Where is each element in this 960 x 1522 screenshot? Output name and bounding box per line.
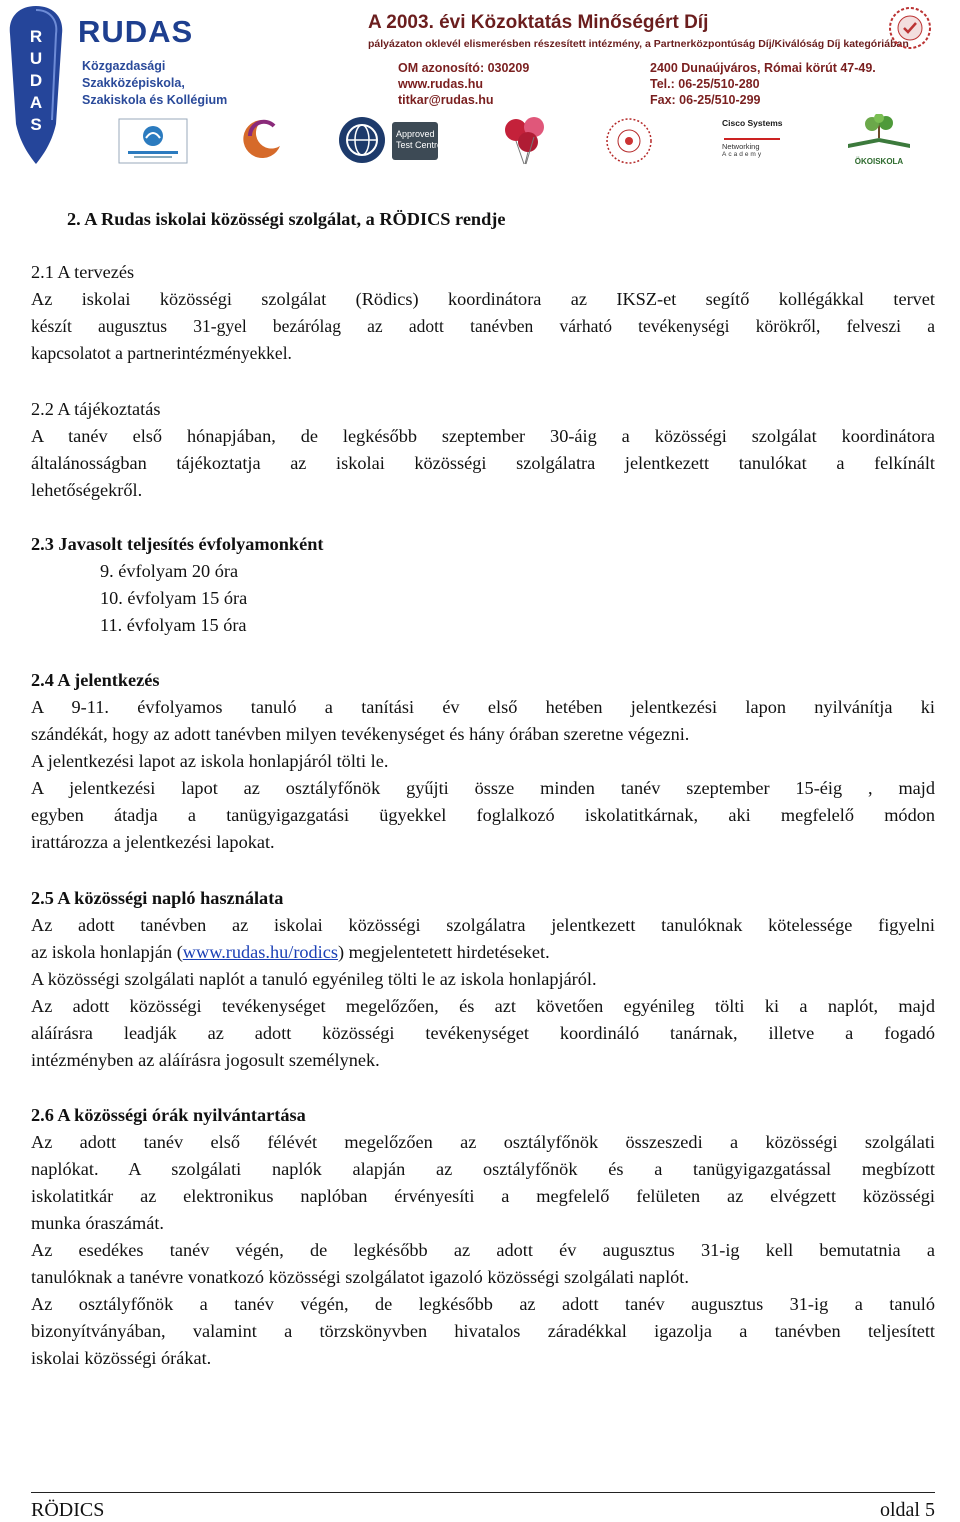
rodics-link[interactable]: www.rudas.hu/rodics xyxy=(182,942,338,962)
paragraph-line: Az iskolai közösségi szolgálat (Rödics) koordinátora az IKSZ-et segítő kollégákkal tervet xyxy=(31,289,935,309)
paragraph-line: Az adott közösségi tevékenységet megelőzően, és azt követően egyénileg tölti ki a naplót, majd xyxy=(31,996,935,1016)
paragraph-line: lehetőségekről. xyxy=(31,480,143,500)
networking-label: Networking xyxy=(722,142,760,151)
contact-address xyxy=(650,60,876,108)
partner-logo-icon xyxy=(118,118,188,164)
letterhead xyxy=(0,0,960,172)
okoiskola-logo xyxy=(842,114,916,166)
section-heading: 2.5 A közösségi napló használata xyxy=(31,888,284,908)
paragraph-line: iskolatitkár az elektronikus naplóban érvényesíti a megfelelő felületen az elvégzett közösségi xyxy=(31,1186,935,1206)
crescent-logo-icon xyxy=(240,116,286,162)
email-link[interactable]: titkar@rudas.hu xyxy=(398,93,494,107)
page-title: 2. A Rudas iskolai közösségi szolgálat, a RÖDICS rendje xyxy=(67,209,506,229)
pin-letter-a: A xyxy=(29,93,43,112)
list-item: 10. évfolyam 15 óra xyxy=(100,588,248,608)
book-tree-icon xyxy=(842,114,916,152)
website-link[interactable]: www.rudas.hu xyxy=(398,77,483,91)
contact-identifiers xyxy=(398,60,529,108)
section-heading: 2.2 A tájékoztatás xyxy=(31,399,161,419)
paragraph-line: naplókat. A szolgálati naplók alapján az osztályfőnök és a tanügyigazgatással megbízott xyxy=(31,1159,935,1179)
section-heading: 2.4 A jelentkezés xyxy=(31,670,160,690)
paragraph-line: Az adott tanév első félévét megelőzően az osztályfőnök összeszedi a közösségi szolgálati xyxy=(31,1132,935,1152)
round-seal-logo-icon xyxy=(604,116,654,166)
footer-divider xyxy=(31,1492,935,1493)
section-heading: 2.3 Javasolt teljesítés évfolyamonként xyxy=(31,534,324,554)
paragraph-line: bizonyítványában, valamint a törzskönyvben hivatalos záradékkal igazolja a tanévben teljesített xyxy=(31,1321,935,1341)
paragraph-line: A 9-11. évfolyamos tanuló a tanítási év első hetében jelentkezési lapon nyilvánítja ki xyxy=(31,697,935,717)
paragraph-line: Az adott tanévben az iskolai közösségi szolgálatra jelentkezett tanulóknak kötelessége figyelni xyxy=(31,915,935,935)
bridge-bars-icon xyxy=(724,130,780,140)
school-name: RUDAS xyxy=(78,14,194,49)
paragraph-line: Az esedékes tanév végén, de legkésőbb az adott év augusztus 31-ig kell bemutatnia a xyxy=(31,1240,935,1260)
academy-label: Academy xyxy=(722,151,764,158)
section-heading: 2.1 A tervezés xyxy=(31,262,135,282)
page-number: oldal 5 xyxy=(880,1499,935,1521)
paragraph-line: intézményben az aláírásra jogosult személynek. xyxy=(31,1050,380,1070)
paragraph-line xyxy=(31,939,935,966)
approved-label: Approved xyxy=(396,129,435,139)
section-heading: 2.6 A közösségi órák nyilvántartása xyxy=(31,1105,306,1125)
text-span: ) megjelentetett hirdetéseket. xyxy=(338,942,550,962)
balloons-logo-icon xyxy=(500,114,552,168)
award-title: A 2003. évi Közoktatás Minőségért Díj xyxy=(368,12,709,33)
globe-badge-icon xyxy=(336,114,388,166)
phone: Tel.: 06-25/510-280 xyxy=(650,77,760,91)
okoiskola-label: ÖKOISKOLA xyxy=(854,157,904,166)
pin-letter-u: U xyxy=(29,49,43,68)
list-item: 9. évfolyam 20 óra xyxy=(100,561,239,581)
paragraph-line: általánosságban tájékoztatja az iskolai közösségi szolgálatra jelentkezett tanulókat a felkínált xyxy=(31,453,935,473)
address: 2400 Dunaújváros, Római körút 47-49. xyxy=(650,61,876,75)
paragraph-line: iskolai közösségi órákat. xyxy=(31,1348,212,1368)
school-line: Szakközépiskola, xyxy=(82,76,185,90)
text-span: az iskola honlapján ( xyxy=(31,942,183,962)
pin-letter-r: R xyxy=(29,27,43,46)
paragraph-line: munka óraszámát. xyxy=(31,1213,164,1233)
paragraph-line: irattározza a jelentkezési lapokat. xyxy=(31,832,275,852)
school-line: Közgazdasági xyxy=(82,59,166,73)
test-centre-label: Test Centre xyxy=(396,140,443,150)
paragraph-line: szándékát, hogy az adott tanévben milyen tevékenységet és hány órában szeretne végezni. xyxy=(31,724,690,744)
cisco-networking-academy-logo xyxy=(722,118,782,162)
paragraph-line: készít augusztus 31-gyel bezárólag az adott tanévben várható tevékenységi körökről, felveszi a xyxy=(31,316,935,336)
school-line: Szakiskola és Kollégium xyxy=(82,93,228,107)
award-subtitle: pályázaton oklevél elismerésben részesített intézmény, a Partnerközpontúság Díj/Kiválóság Díj kategóriában xyxy=(368,38,909,50)
partner-logos xyxy=(0,112,960,168)
pin-letter-s: S xyxy=(30,115,42,134)
paragraph-line: A jelentkezési lapot az iskola honlapjáról tölti le. xyxy=(31,751,389,771)
approved-test-centre-logo xyxy=(392,122,443,160)
quality-award-seal-icon xyxy=(888,6,932,50)
paragraph-line: A jelentkezési lapot az osztályfőnök gyűjti össze minden tanév szeptember 15-éig , majd xyxy=(31,778,935,798)
list-item: 11. évfolyam 15 óra xyxy=(100,615,247,635)
paragraph-line: A tanév első hónapjában, de legkésőbb szeptember 30-áig a közösségi szolgálat koordinátora xyxy=(31,426,935,446)
pin-letter-d: D xyxy=(29,71,43,90)
school-subtitle xyxy=(82,58,227,109)
paragraph-line: egyben átadja a tanügyigazgatási ügyekkel foglalkozó iskolatitkárnak, aki megfelelő módon xyxy=(31,805,935,825)
om-id: OM azonosító: 030209 xyxy=(398,61,530,75)
footer-doc-name: RÖDICS xyxy=(31,1499,105,1521)
paragraph-line: A közösségi szolgálati naplót a tanuló egyénileg tölti le az iskola honlapjáról. xyxy=(31,969,597,989)
paragraph-line: tanulóknak a tanévre vonatkozó közösségi szolgálatot igazoló közösségi szolgálati naplót. xyxy=(31,1267,689,1287)
cisco-label: Cisco Systems xyxy=(722,118,783,128)
paragraph-line: aláírásra leadják az adott közösségi tevékenységet koordináló tanárnak, illetve a fogadó xyxy=(31,1023,935,1043)
fax: Fax: 06-25/510-299 xyxy=(650,93,761,107)
paragraph-line: kapcsolatot a partnerintézményekkel. xyxy=(31,343,292,363)
paragraph-line: Az osztályfőnök a tanév végén, de legkésőbb az adott tanév augusztus 31-ig a tanuló xyxy=(31,1294,935,1314)
